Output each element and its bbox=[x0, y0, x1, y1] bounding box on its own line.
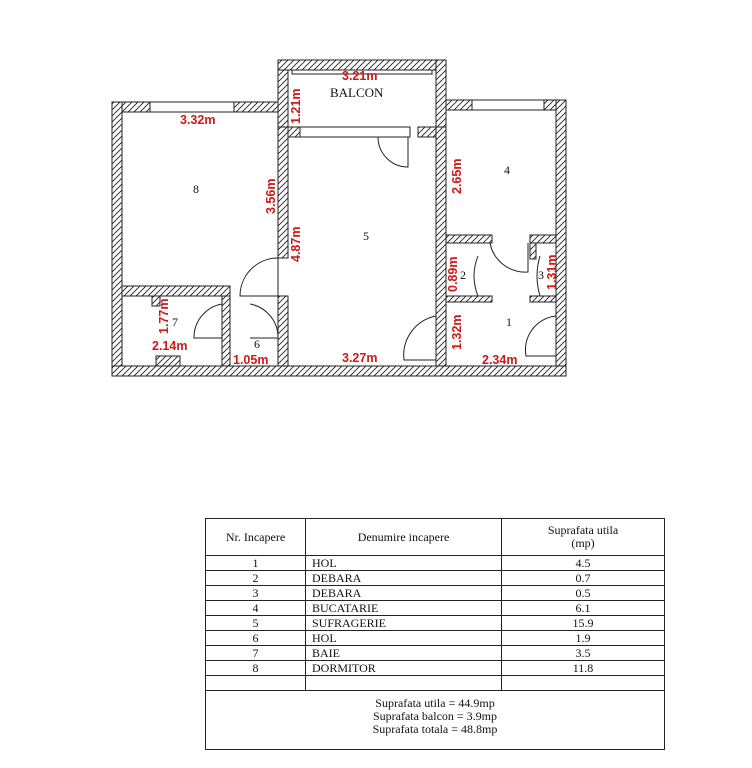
cell-area: 15.9 bbox=[502, 616, 665, 631]
cell-nr: 7 bbox=[206, 646, 306, 661]
cell-name: BUCATARIE bbox=[306, 601, 502, 616]
table-header-row bbox=[206, 519, 665, 556]
cell-nr: 8 bbox=[206, 661, 306, 676]
header-room-number: Nr. Incapere bbox=[206, 519, 306, 556]
cell-nr: 5 bbox=[206, 616, 306, 631]
cell-area: 11.8 bbox=[502, 661, 665, 676]
wall-7-6 bbox=[222, 296, 230, 366]
wall-8-7 bbox=[122, 286, 230, 296]
table-row bbox=[206, 661, 665, 676]
door-room-8 bbox=[240, 258, 278, 296]
total-useful-area: Suprafata utila = 44.9mp bbox=[375, 696, 495, 710]
dim-room-5-depth: 4.87m bbox=[289, 226, 303, 262]
header-room-name: Denumire incapere bbox=[306, 519, 502, 556]
cell-nr: 2 bbox=[206, 571, 306, 586]
window-room-5 bbox=[300, 127, 410, 137]
room-number-6: 6 bbox=[254, 337, 260, 351]
header-area bbox=[502, 519, 665, 556]
window-room-8 bbox=[150, 102, 234, 112]
wall-8-5 bbox=[278, 112, 288, 258]
header-area-line2: (mp) bbox=[571, 536, 595, 550]
cell-nr: 6 bbox=[206, 631, 306, 646]
dim-room-8-depth: 3.56m bbox=[264, 178, 278, 214]
cell-area: 3.5 bbox=[502, 646, 665, 661]
doors bbox=[194, 137, 556, 360]
bath-ventilation bbox=[156, 356, 180, 366]
dimensions bbox=[152, 69, 559, 367]
room-number-5: 5 bbox=[363, 229, 369, 243]
room-area-table bbox=[205, 518, 665, 750]
dim-room-6-width: 1.05m bbox=[233, 353, 269, 367]
cell-name: BAIE bbox=[306, 646, 502, 661]
table-row bbox=[206, 601, 665, 616]
table-row bbox=[206, 616, 665, 631]
door-room-4 bbox=[490, 243, 528, 272]
total-balcony-area: Suprafata balcon = 3.9mp bbox=[372, 709, 498, 723]
door-entry bbox=[404, 316, 436, 360]
cell-area: 4.5 bbox=[502, 556, 665, 571]
wall-closet-2-top bbox=[446, 235, 492, 243]
door-room-6-right bbox=[250, 304, 278, 338]
door-room-6-left bbox=[194, 304, 222, 338]
cell-nr: 1 bbox=[206, 556, 306, 571]
wall-balcony-right bbox=[436, 60, 446, 127]
room-number-7: 7 bbox=[172, 315, 178, 329]
wall-left bbox=[112, 102, 122, 376]
cell-name: DEBARA bbox=[306, 571, 502, 586]
table-row-empty bbox=[206, 676, 665, 691]
wall-closet-3-left bbox=[530, 243, 536, 259]
table-row bbox=[206, 631, 665, 646]
cell-area: 0.7 bbox=[502, 571, 665, 586]
dim-room-7-width: 2.14m bbox=[152, 339, 188, 353]
table-row bbox=[206, 556, 665, 571]
door-balcony bbox=[378, 137, 408, 167]
totals-cell bbox=[206, 691, 665, 750]
cell-area: 1.9 bbox=[502, 631, 665, 646]
cell-empty bbox=[502, 676, 665, 691]
cell-area: 0.5 bbox=[502, 586, 665, 601]
dim-balcony-width: 3.21m bbox=[342, 69, 378, 83]
header-area-line1: Suprafata utila bbox=[547, 523, 619, 537]
total-area: Suprafata totala = 48.8mp bbox=[372, 722, 498, 736]
table-row bbox=[206, 586, 665, 601]
wall-bottom bbox=[112, 366, 566, 376]
window-room-4 bbox=[472, 100, 544, 110]
door-room-1-right bbox=[525, 316, 556, 356]
cell-name: HOL bbox=[306, 556, 502, 571]
room-number-8: 8 bbox=[193, 182, 199, 196]
totals-row bbox=[206, 691, 665, 750]
room-number-3: 3 bbox=[538, 268, 544, 282]
wall-6-5 bbox=[278, 296, 288, 366]
dim-room-4-depth: 2.65m bbox=[450, 158, 464, 194]
cell-empty bbox=[306, 676, 502, 691]
wall-closet-3-top bbox=[530, 235, 556, 243]
cell-name: DEBARA bbox=[306, 586, 502, 601]
table-row bbox=[206, 646, 665, 661]
room-number-4: 4 bbox=[504, 163, 510, 177]
dim-room-8-width: 3.32m bbox=[180, 113, 216, 127]
cell-empty bbox=[206, 676, 306, 691]
table-row bbox=[206, 571, 665, 586]
room-number-2: 2 bbox=[460, 268, 466, 282]
dim-room-5-width: 3.27m bbox=[342, 351, 378, 365]
room-number-1: 1 bbox=[506, 315, 512, 329]
cell-name: SUFRAGERIE bbox=[306, 616, 502, 631]
dim-closet-2: 0.89m bbox=[446, 256, 460, 292]
dim-closet-3: 1.31m bbox=[545, 254, 559, 290]
dim-room-1-width: 2.34m bbox=[482, 353, 518, 367]
cell-nr: 3 bbox=[206, 586, 306, 601]
balcony-label: BALCON bbox=[330, 85, 384, 100]
dim-room-7-depth: 1.77m bbox=[157, 298, 171, 334]
wall-5-4 bbox=[436, 127, 446, 366]
wall-right bbox=[556, 100, 566, 376]
cell-nr: 4 bbox=[206, 601, 306, 616]
dim-room-1-depth: 1.32m bbox=[450, 314, 464, 350]
door-closet-2 bbox=[474, 256, 478, 296]
cell-name: HOL bbox=[306, 631, 502, 646]
cell-area: 6.1 bbox=[502, 601, 665, 616]
cell-name: DORMITOR bbox=[306, 661, 502, 676]
dim-balcony-depth: 1.21m bbox=[289, 88, 303, 124]
wall-closet-2-bottom bbox=[446, 296, 492, 302]
wall-closet-3-bottom bbox=[530, 296, 556, 302]
